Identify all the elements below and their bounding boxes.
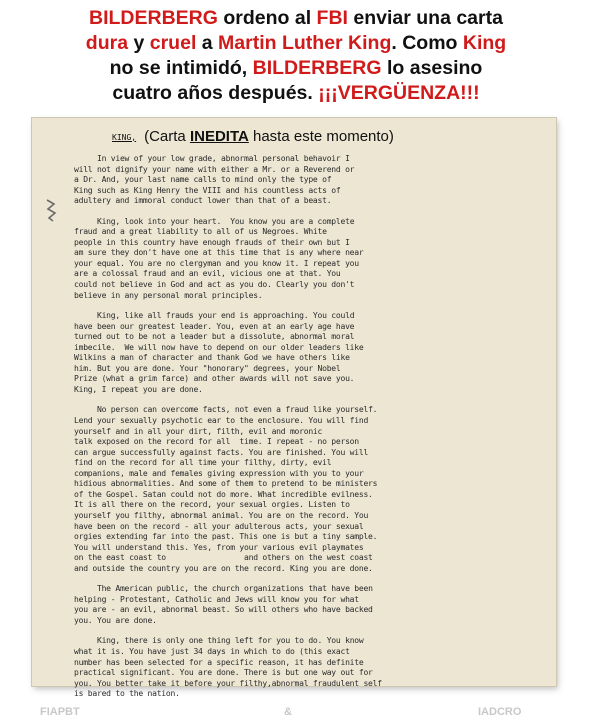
headline-line-1 (8, 6, 584, 31)
headline-text: enviar una carta (347, 7, 503, 29)
headline-fbi: FBI (316, 7, 348, 29)
footer-right-label: IADCRO (478, 706, 522, 718)
headline-mlk: Martin Luther King (218, 32, 392, 54)
headline-bilderberg: BILDERBERG (89, 7, 218, 29)
headline-text: y (128, 32, 150, 54)
headline-text: cuatro años después. (112, 82, 319, 104)
headline-cruel: cruel (149, 32, 197, 54)
headline-line-2 (8, 31, 584, 56)
letter-heading (112, 128, 552, 145)
headline-verguenza: ¡¡¡VERGÜENZA!!! (318, 82, 480, 104)
letter-body (74, 154, 534, 710)
headline-text: lo asesino (381, 57, 483, 79)
letter-note-close: hasta este momento) (248, 128, 394, 145)
headline (8, 6, 584, 106)
staple-mark-icon (44, 198, 58, 222)
letter-note-inedita: INEDITA (189, 128, 249, 145)
headline-line-3 (8, 56, 584, 81)
headline-dura: dura (85, 32, 129, 54)
letter-note (144, 128, 394, 145)
footer-ampersand: & (284, 706, 292, 718)
headline-text: no se intimidó, (109, 57, 253, 79)
letter-note-open: (Carta (144, 128, 190, 145)
letter-paragraph: No person can overcome facts, not even a fraud like yourself. Lend your sexually psychotic ear to the enclosure. You will find yourself and in all your dirt, filth, evil and moronic talk exposed on the record for all time. I repeat - no person can argue successfully against facts. You are finished. You will find on the record for all time your filthy, dirty, evil companions, male and females giving expression with you to your hidious abnormalities. And some of them to pretend to be ministers of the Gospel. Satan could not do more. What incredible evilness. It is all there on the record, your sexual orgies. Listen to yourself you filthy, abnormal animal. You are on the record. You have been on the record - all your adulterous acts, your sexual orgies extending far into the past. This one is but a tiny sample. You will understand this. Yes, from your various evil playmates on the east coast to and others on the west coast and outside the country you are on the record. King you are done. (74, 405, 378, 573)
headline-text: . Como (391, 32, 463, 54)
headline-line-4 (8, 81, 584, 106)
letter-paragraph: In view of your low grade, abnormal personal behavoir I will not dignify your name with either a Mr. or a Reverend or a Dr. And, your last name calls to mind only the type of King such as King Henry the VIII and his countless acts of adultery and immoral conduct lower than that of a beast. (74, 154, 355, 206)
headline-bilderberg-2: BILDERBERG (252, 57, 382, 79)
headline-text: ordeno al (217, 7, 317, 29)
letter-paragraph: King, like all frauds your end is approaching. You could have been our greatest leader. You, even at an early age have turned out to be not a leader but a dissolute, abnormal moral imbecile. We will now have to depend on our older leaders like Wilkins a man of character and thank God we have others like him. But you are done. Your "honorary" degrees, your Nobel Prize (what a grim farce) and other awards will not save you. King, I repeat you are done. (74, 311, 364, 394)
letter-scan (32, 118, 556, 699)
letter-paragraph: King, there is only one thing left for you to do. You know what it is. You have just 34 days in which to do (this exact number has been selected for a specific reason, it has definite practical significant. You are done. There is but one way out for you. You better take it before your filthy,abnormal fraudulent self is bared to the nation. (74, 636, 382, 699)
headline-king: King (462, 32, 507, 54)
letter-paragraph: The American public, the church organizations that have been helping - Protestant, Catholic and Jews will know you for what you are - an evil, abnormal beast. So will others who have backed you. You are done. (74, 584, 373, 625)
letter-salutation: KING, (112, 132, 137, 142)
headline-text: a (196, 32, 219, 54)
footer-left-label: FIAPBT (40, 706, 80, 718)
letter-paragraph: King, look into your heart. You know you are a complete fraud and a great liability to all of us Negroes. White people in this country have enough frauds of their own but I am sure they don't have one at this time that is any where near your equal. You are no clergyman and you know it. I repeat you are a colossal fraud and an evil, vicious one at that. You could not believe in God and act as you do. Clearly you don't believe in any personal moral principles. (74, 216, 364, 300)
